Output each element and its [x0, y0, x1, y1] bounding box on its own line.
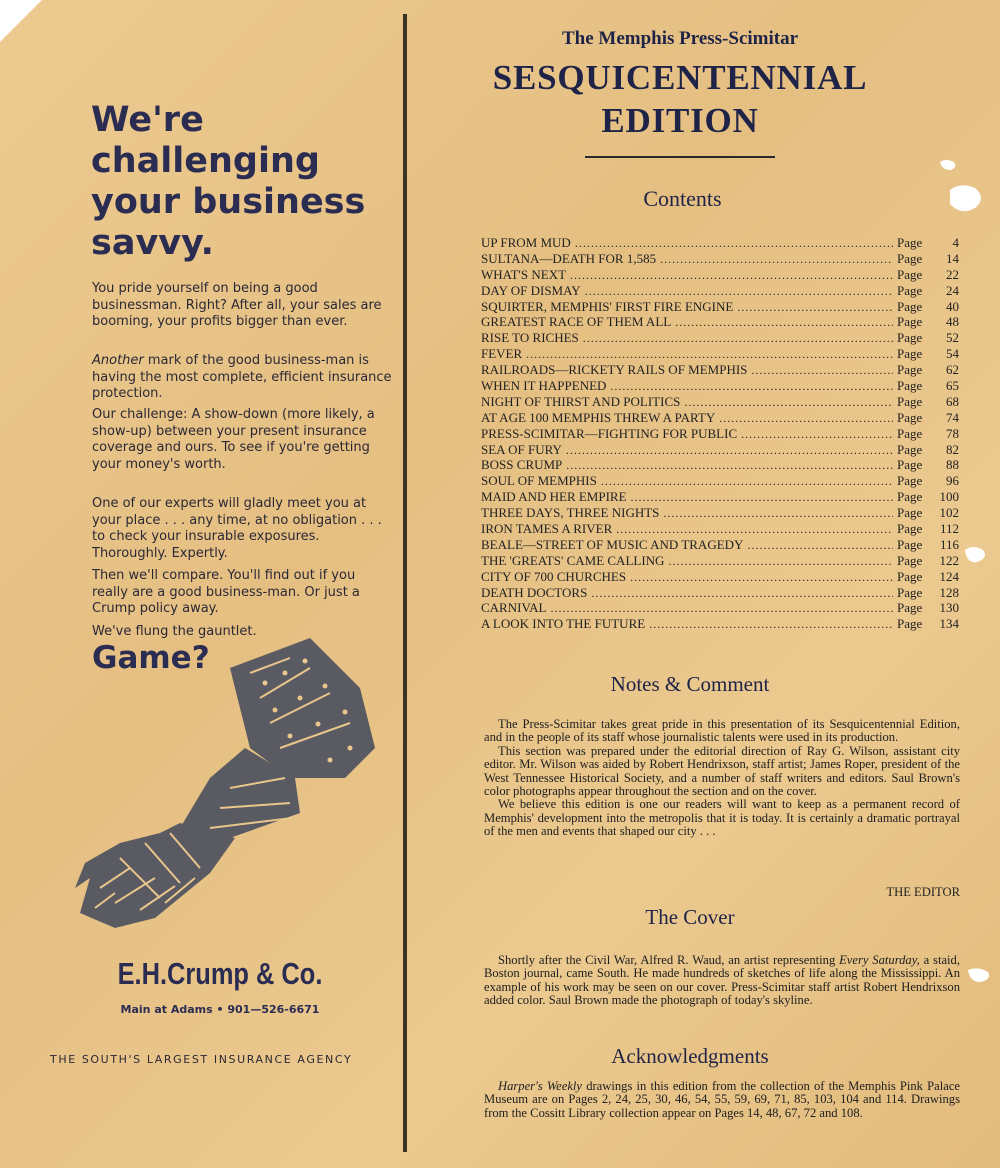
contents-page-label: Page: [897, 568, 923, 584]
editor-signature: THE EDITOR: [886, 885, 960, 899]
contents-page-label: Page: [897, 266, 923, 282]
contents-entry-title: BOSS CRUMP: [481, 457, 563, 473]
contents-page-number: 112: [939, 521, 959, 537]
contents-page-label: Page: [897, 616, 923, 632]
contents-entry: [481, 616, 959, 632]
contents-page-number: 102: [939, 505, 959, 521]
contents-page-label: Page: [897, 600, 923, 616]
contents-page-number: 22: [946, 266, 959, 282]
contents-leader-dots: [737, 300, 893, 316]
publisher-name: The Memphis Press-Scimitar: [561, 28, 799, 49]
contents-page-label: Page: [897, 250, 923, 266]
contents-page-label: Page: [897, 330, 923, 346]
company-name: E.H.Crump & Co.: [117, 956, 323, 991]
contents-entry: [481, 251, 959, 267]
contents-page-label: Page: [897, 441, 923, 457]
contents-leader-dots: [649, 617, 893, 633]
ad-paragraph: One of our experts will gladly meet you at your place . . . any time, at no obligation . . . to check your insurable exposures. Thoroughly. Expertly.: [92, 496, 382, 561]
gauntlet-illustration-icon: [60, 628, 380, 938]
ad-paragraph: You pride yourself on being a good businessman. Right? After all, your sales are booming, your profits bigger than ever.: [92, 281, 382, 329]
contents-entry: [481, 314, 959, 330]
contents-leader-dots: [566, 443, 893, 459]
title-rule: [585, 156, 775, 158]
contents-page-label: Page: [897, 362, 923, 378]
company-address: Main at Adams • 901—526-6671: [120, 1003, 320, 1016]
contents-entry-title: SULTANA—DEATH FOR 1,585: [481, 250, 657, 266]
contents-page-number: 68: [946, 393, 959, 409]
contents-entry-title: DAY OF DISMAY: [481, 282, 581, 298]
contents-leader-dots: [585, 284, 893, 300]
contents-page-label: Page: [897, 521, 923, 537]
contents-leader-dots: [575, 236, 893, 252]
contents-entry: [481, 346, 959, 362]
ad-headline: We're challenging your business savvy.: [91, 100, 366, 263]
contents-page-number: 78: [946, 425, 959, 441]
notes-text: The Press-Scimitar takes great pride in this presentation of its Sesquicentennial Edition, and in the people of its staff whose journalistic talents were used in its production. This section was prepared under the editorial direction of Ray G. Wilson, assistant city editor. Mr. Wilson was aided by Robert Hendrixson, staff artist; James Roper, president of the West Tennessee Historical Society, and a number of staff writers and editors. Saul Brown's color photographs appear throughout the section and on the cover. We believe this edition is one our readers will want to keep as a permanent record of Memphis' development into the metropolis that it is today. It is certainly a dramatic portrayal of the men and events that shaped our city . . .: [484, 717, 960, 839]
contents-page-label: Page: [897, 536, 923, 552]
contents-page-label: Page: [897, 552, 923, 568]
contents-page-number: 40: [946, 298, 959, 314]
company-tagline: THE SOUTH'S LARGEST INSURANCE AGENCY: [50, 1053, 353, 1066]
contents-entry-title: PRESS-SCIMITAR—FIGHTING FOR PUBLIC: [481, 425, 738, 441]
contents-entry: [481, 267, 959, 283]
contents-page-label: Page: [897, 282, 923, 298]
ad-closing: Game?: [92, 640, 210, 676]
contents-page-number: 65: [946, 378, 959, 394]
contents-leader-dots: [675, 315, 893, 331]
contents-entry: [481, 362, 959, 378]
contents-page-label: Page: [897, 505, 923, 521]
table-of-contents: [481, 235, 959, 632]
contents-entry-title: MAID AND HER EMPIRE: [481, 489, 627, 505]
contents-entry-title: IRON TAMES A RIVER: [481, 521, 613, 537]
contents-entry: [481, 442, 959, 458]
contents-entry: [481, 410, 959, 426]
contents-leader-dots: [751, 363, 893, 379]
notes-heading: Notes & Comment: [610, 672, 770, 696]
ad-paragraph: Another mark of the good business-man is having the most complete, efficient insurance protection.: [92, 353, 392, 401]
contents-leader-dots: [566, 458, 893, 474]
column-divider: [403, 14, 407, 1152]
contents-page-number: 74: [946, 409, 959, 425]
contents-entry-title: WHAT'S NEXT: [481, 266, 567, 282]
torn-edge-decoration: [930, 150, 1000, 1030]
cover-text: Shortly after the Civil War, Alfred R. Waud, an artist representing Every Saturday, a staid, Boston journal, came South. He made hundreds of sketches of life along the Mississippi. An example of his work may be seen on our cover. Press-Scimitar staff artist Robert Hendrixson added color. Saul Brown made the photograph of today's skyline.: [484, 953, 960, 1008]
contents-page-label: Page: [897, 298, 923, 314]
contents-page: [410, 0, 1000, 1168]
contents-page-number: 14: [946, 250, 959, 266]
contents-page-number: 48: [946, 314, 959, 330]
contents-page-label: Page: [897, 378, 923, 394]
contents-leader-dots: [747, 538, 893, 554]
contents-entry: [481, 473, 959, 489]
contents-leader-dots: [741, 427, 893, 443]
contents-page-label: Page: [897, 489, 923, 505]
contents-entry: [481, 569, 959, 585]
contents-page-number: 4: [952, 235, 959, 250]
contents-entry: [481, 521, 959, 537]
contents-entry: [481, 585, 959, 601]
contents-entry-title: BEALE—STREET OF MUSIC AND TRAGEDY: [481, 536, 744, 552]
contents-leader-dots: [616, 522, 893, 538]
contents-entry-title: CITY OF 700 CHURCHES: [481, 568, 627, 584]
contents-leader-dots: [526, 347, 893, 363]
contents-entry-title: SOUL OF MEMPHIS: [481, 473, 597, 489]
contents-entry: [481, 553, 959, 569]
contents-entry: [481, 457, 959, 473]
contents-leader-dots: [551, 601, 894, 617]
acknowledgments-heading: Acknowledgments: [611, 1044, 769, 1068]
contents-page-label: Page: [897, 425, 923, 441]
contents-entry: [481, 283, 959, 299]
contents-entry-title: GREATEST RACE OF THEM ALL: [481, 314, 672, 330]
contents-page-number: 128: [939, 584, 959, 600]
contents-leader-dots: [668, 554, 893, 570]
insurance-advertisement: [0, 0, 400, 1168]
contents-entry: [481, 394, 959, 410]
contents-entry-title: WHEN IT HAPPENED: [481, 378, 607, 394]
contents-entry-title: THE 'GREATS' CAME CALLING: [481, 552, 665, 568]
contents-entry: [481, 489, 959, 505]
contents-page-number: 124: [939, 568, 959, 584]
cover-heading: The Cover: [645, 905, 735, 929]
ad-paragraph: Then we'll compare. You'll find out if you really are a good business-man. Or just a Crump policy away.: [92, 568, 360, 616]
contents-page-number: 130: [939, 600, 959, 616]
contents-entry-title: A LOOK INTO THE FUTURE: [481, 616, 646, 632]
contents-leader-dots: [630, 570, 893, 586]
contents-page-label: Page: [897, 584, 923, 600]
contents-leader-dots: [610, 379, 893, 395]
contents-page-label: Page: [897, 393, 923, 409]
contents-entry-title: FEVER: [481, 346, 523, 362]
ad-paragraph: We've flung the gauntlet.: [92, 624, 257, 639]
contents-entry: [481, 235, 959, 251]
contents-page-label: Page: [897, 235, 923, 250]
contents-entry-title: UP FROM MUD: [481, 235, 571, 250]
contents-entry-title: SQUIRTER, MEMPHIS' FIRST FIRE ENGINE: [481, 298, 734, 314]
contents-entry-title: AT AGE 100 MEMPHIS THREW A PARTY: [481, 409, 716, 425]
contents-entry: [481, 600, 959, 616]
contents-page-number: 96: [946, 473, 959, 489]
contents-entry-title: RISE TO RICHES: [481, 330, 579, 346]
contents-page-number: 54: [946, 346, 959, 362]
contents-page-number: 100: [939, 489, 959, 505]
contents-page-label: Page: [897, 409, 923, 425]
contents-page-number: 122: [939, 552, 959, 568]
contents-entry: [481, 378, 959, 394]
contents-entry-title: NIGHT OF THIRST AND POLITICS: [481, 393, 681, 409]
contents-page-number: 82: [946, 441, 959, 457]
contents-page-number: 62: [946, 362, 959, 378]
contents-leader-dots: [570, 268, 893, 284]
contents-entry-title: THREE DAYS, THREE NIGHTS: [481, 505, 660, 521]
contents-leader-dots: [591, 586, 893, 602]
contents-leader-dots: [684, 395, 893, 411]
contents-leader-dots: [719, 411, 893, 427]
contents-entry-title: RAILROADS—RICKETY RAILS OF MEMPHIS: [481, 362, 748, 378]
contents-leader-dots: [601, 474, 893, 490]
contents-page-number: 88: [946, 457, 959, 473]
edition-title: SESQUICENTENNIAL EDITION: [492, 58, 868, 140]
contents-page-number: 116: [939, 536, 959, 552]
contents-leader-dots: [660, 252, 893, 268]
contents-entry: [481, 330, 959, 346]
contents-page-label: Page: [897, 314, 923, 330]
contents-entry: [481, 299, 959, 315]
contents-entry-title: DEATH DOCTORS: [481, 584, 588, 600]
contents-entry: [481, 505, 959, 521]
contents-entry: [481, 537, 959, 553]
contents-page-number: 24: [946, 282, 959, 298]
contents-page-number: 134: [939, 616, 959, 632]
contents-leader-dots: [631, 490, 893, 506]
ad-paragraph: Our challenge: A show-down (more likely, a show-up) between your present insurance coverage and ours. To see if you're getting your money's worth.: [92, 407, 375, 472]
contents-leader-dots: [583, 331, 893, 347]
acknowledgments-text: Harper's Weekly drawings in this edition from the collection of the Memphis Pink Palace Museum are on Pages 2, 24, 25, 30, 46, 54, 55, 59, 69, 71, 85, 103, 104 and 114. Drawings from the Cossitt Library collection appear on Pages 14, 48, 67, 72 and 108.: [484, 1079, 960, 1120]
contents-entry: [481, 426, 959, 442]
contents-page-label: Page: [897, 457, 923, 473]
contents-entry-title: CARNIVAL: [481, 600, 547, 616]
contents-heading: Contents: [643, 186, 722, 211]
contents-page-label: Page: [897, 473, 923, 489]
contents-page-number: 52: [946, 330, 959, 346]
contents-leader-dots: [663, 506, 893, 522]
contents-page-label: Page: [897, 346, 923, 362]
contents-entry-title: SEA OF FURY: [481, 441, 562, 457]
